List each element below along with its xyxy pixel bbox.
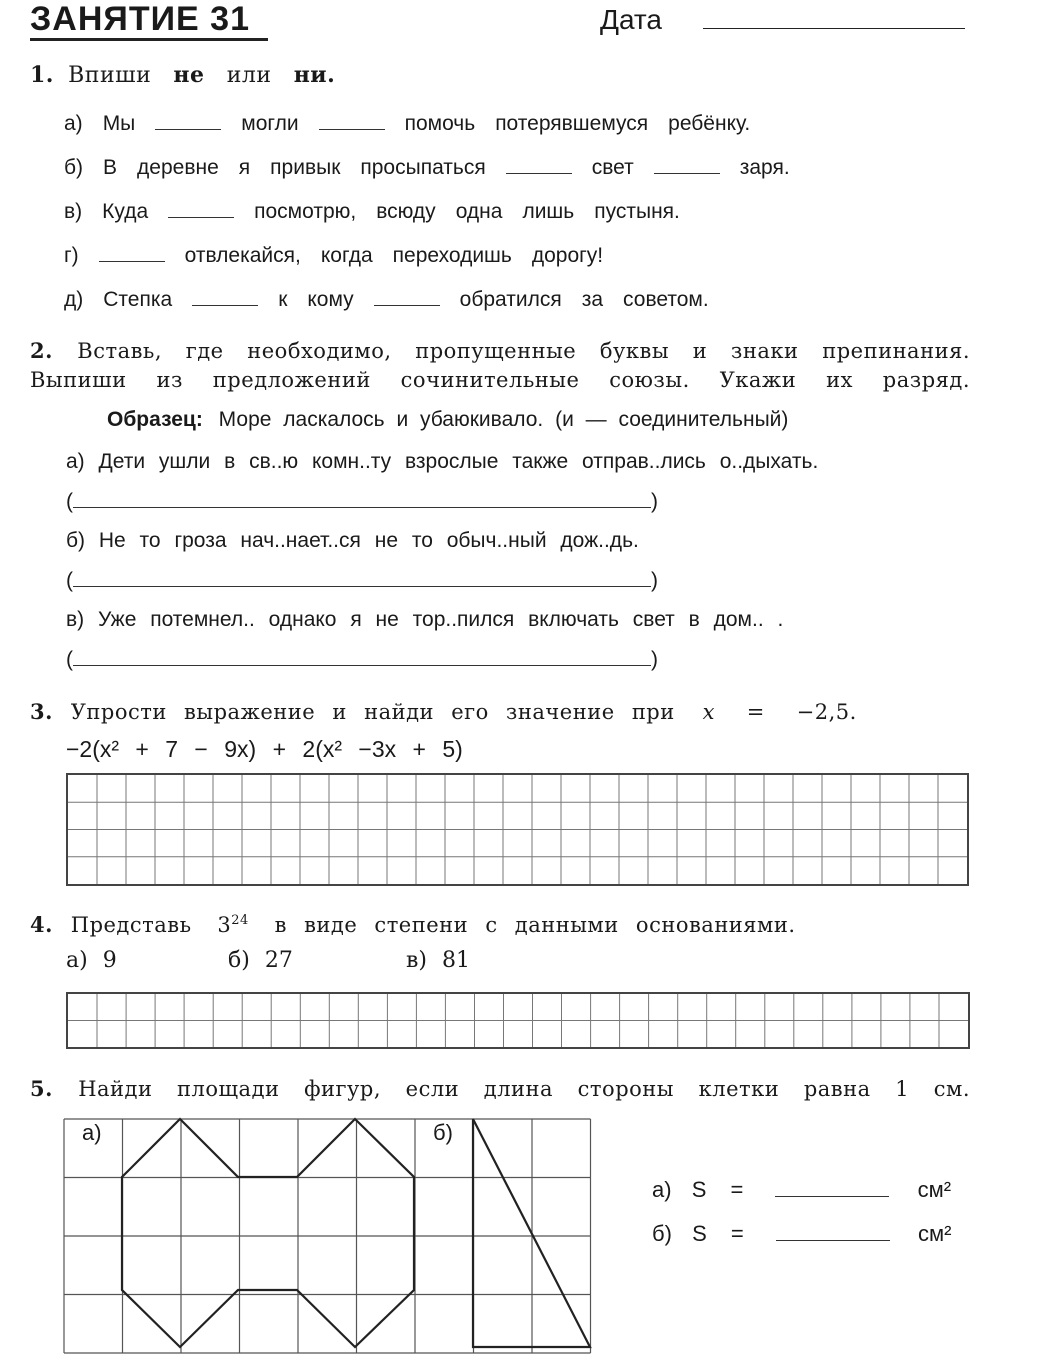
paren-close: ) xyxy=(651,490,658,513)
item-word: заря. xyxy=(739,156,790,179)
item-word: могли xyxy=(241,112,299,135)
task1-keyword-ni: ни. xyxy=(293,62,336,88)
task2-instruction-1: Вставь, где необходимо, пропущенные буквы и знаки препинания. xyxy=(77,339,970,363)
item-word: когда xyxy=(320,244,373,267)
equals-sign: = xyxy=(730,1177,744,1202)
task-number: 5. xyxy=(30,1076,53,1101)
answer-label: б) xyxy=(652,1221,672,1246)
item-word: к xyxy=(278,288,288,311)
date-label: Дата xyxy=(600,4,663,35)
item-label: б) xyxy=(64,156,84,179)
paren-close: ) xyxy=(651,569,658,592)
option-value: 81 xyxy=(441,948,470,973)
item-label: в) xyxy=(66,608,85,631)
item-word: Степка xyxy=(103,288,173,311)
answer-b-field[interactable] xyxy=(776,1226,890,1241)
equals-sign: = xyxy=(730,1221,744,1246)
item-word: деревне xyxy=(137,156,219,179)
paren-open: ( xyxy=(66,569,73,592)
item-sentence: Не то гроза нач..нает..ся не то обыч..ный дож..дь. xyxy=(98,529,639,552)
task3-expression: −2(x² + 7 − 9x) + 2(x² −3x + 5) xyxy=(66,736,463,762)
answer-a-field[interactable] xyxy=(775,1182,889,1197)
item-label: а) xyxy=(64,112,83,135)
item-word: свет xyxy=(591,156,634,179)
item-word: кому xyxy=(307,288,354,311)
area-symbol: S xyxy=(691,1177,707,1202)
item-word: советом. xyxy=(623,288,709,311)
task3-value: −2,5. xyxy=(796,700,857,724)
task4-exponent: 24 xyxy=(231,913,249,928)
figure-b-label: б) xyxy=(433,1120,453,1145)
unit-label: см² xyxy=(917,1221,952,1246)
item-word: Куда xyxy=(102,200,149,223)
item-word: посмотрю, xyxy=(254,200,357,223)
item-label: г) xyxy=(64,244,79,267)
task-number: 1. xyxy=(30,62,54,88)
option-value: 9 xyxy=(102,948,117,973)
task1-text-or: или xyxy=(226,63,272,88)
page-title: ЗАНЯТИЕ 31 xyxy=(30,0,250,38)
paren-open: ( xyxy=(66,648,73,671)
task3-variable: x xyxy=(702,700,715,724)
sample-text: Море ласкалось и убаюкивало. (и — соединительный) xyxy=(218,408,789,431)
item-word: отвлекайся, xyxy=(184,244,301,267)
item-label: а) xyxy=(66,450,85,473)
item-word: обратился xyxy=(459,288,562,311)
task3-equals: = xyxy=(746,700,765,724)
task1-keyword-ne: не xyxy=(173,62,205,88)
item-word: за xyxy=(581,288,604,311)
item-word: переходишь xyxy=(392,244,512,267)
area-symbol: S xyxy=(692,1221,707,1246)
answer-a-row xyxy=(652,1177,951,1203)
item-sentence: Уже потемнел.. однако я не тор..пился включать свет в дом.. . xyxy=(98,608,784,631)
figure-a-shape xyxy=(122,1119,414,1347)
item-label: б) xyxy=(66,529,86,552)
item-word: привык xyxy=(270,156,341,179)
figure-a-label: а) xyxy=(82,1120,102,1145)
item-label: в) xyxy=(64,200,83,223)
paren-open: ( xyxy=(66,490,73,513)
option-value: 27 xyxy=(264,948,293,973)
task4-base: 3 xyxy=(217,913,232,937)
item-word: пустыня. xyxy=(594,200,680,223)
answer-label: а) xyxy=(652,1177,672,1202)
option-label: а) xyxy=(66,948,88,973)
item-word: я xyxy=(238,156,251,179)
paren-close: ) xyxy=(651,648,658,671)
item-word: лишь xyxy=(522,200,575,223)
item-word: помочь xyxy=(404,112,476,135)
task4-text-before: Представь xyxy=(70,913,192,937)
option-label: б) xyxy=(228,948,250,973)
item-word: ребёнку. xyxy=(668,112,751,135)
task-number: 2. xyxy=(30,338,53,363)
item-word: дорогу! xyxy=(531,244,604,267)
task-number: 4. xyxy=(30,912,53,937)
task3-text: Упрости выражение и найди его значение при xyxy=(70,700,675,724)
task4-text-after: в виде степени с данными основаниями. xyxy=(274,913,796,937)
item-word: одна xyxy=(455,200,503,223)
task-number: 3. xyxy=(30,699,53,724)
unit-label: см² xyxy=(917,1177,952,1202)
task2-instruction-2: Выпиши из предложений сочинительные союзы. Укажи их разряд. xyxy=(30,368,970,392)
sample-label: Образец: xyxy=(107,408,203,431)
task5-text: Найди площади фигур, если длина стороны клетки равна 1 см. xyxy=(78,1077,971,1101)
item-word: потерявшемуся xyxy=(495,112,649,135)
item-sentence: Дети ушли в св..ю комн..ту взрослые также отправ..лись о..дыхать. xyxy=(98,450,819,473)
item-word: просыпаться xyxy=(360,156,486,179)
task1-text: Впиши xyxy=(68,63,152,88)
item-label: д) xyxy=(64,288,84,311)
answer-b-row xyxy=(652,1221,951,1247)
item-word: Мы xyxy=(102,112,136,135)
item-word: всюду xyxy=(376,200,436,223)
item-word: В xyxy=(103,156,118,179)
option-label: в) xyxy=(406,948,427,973)
